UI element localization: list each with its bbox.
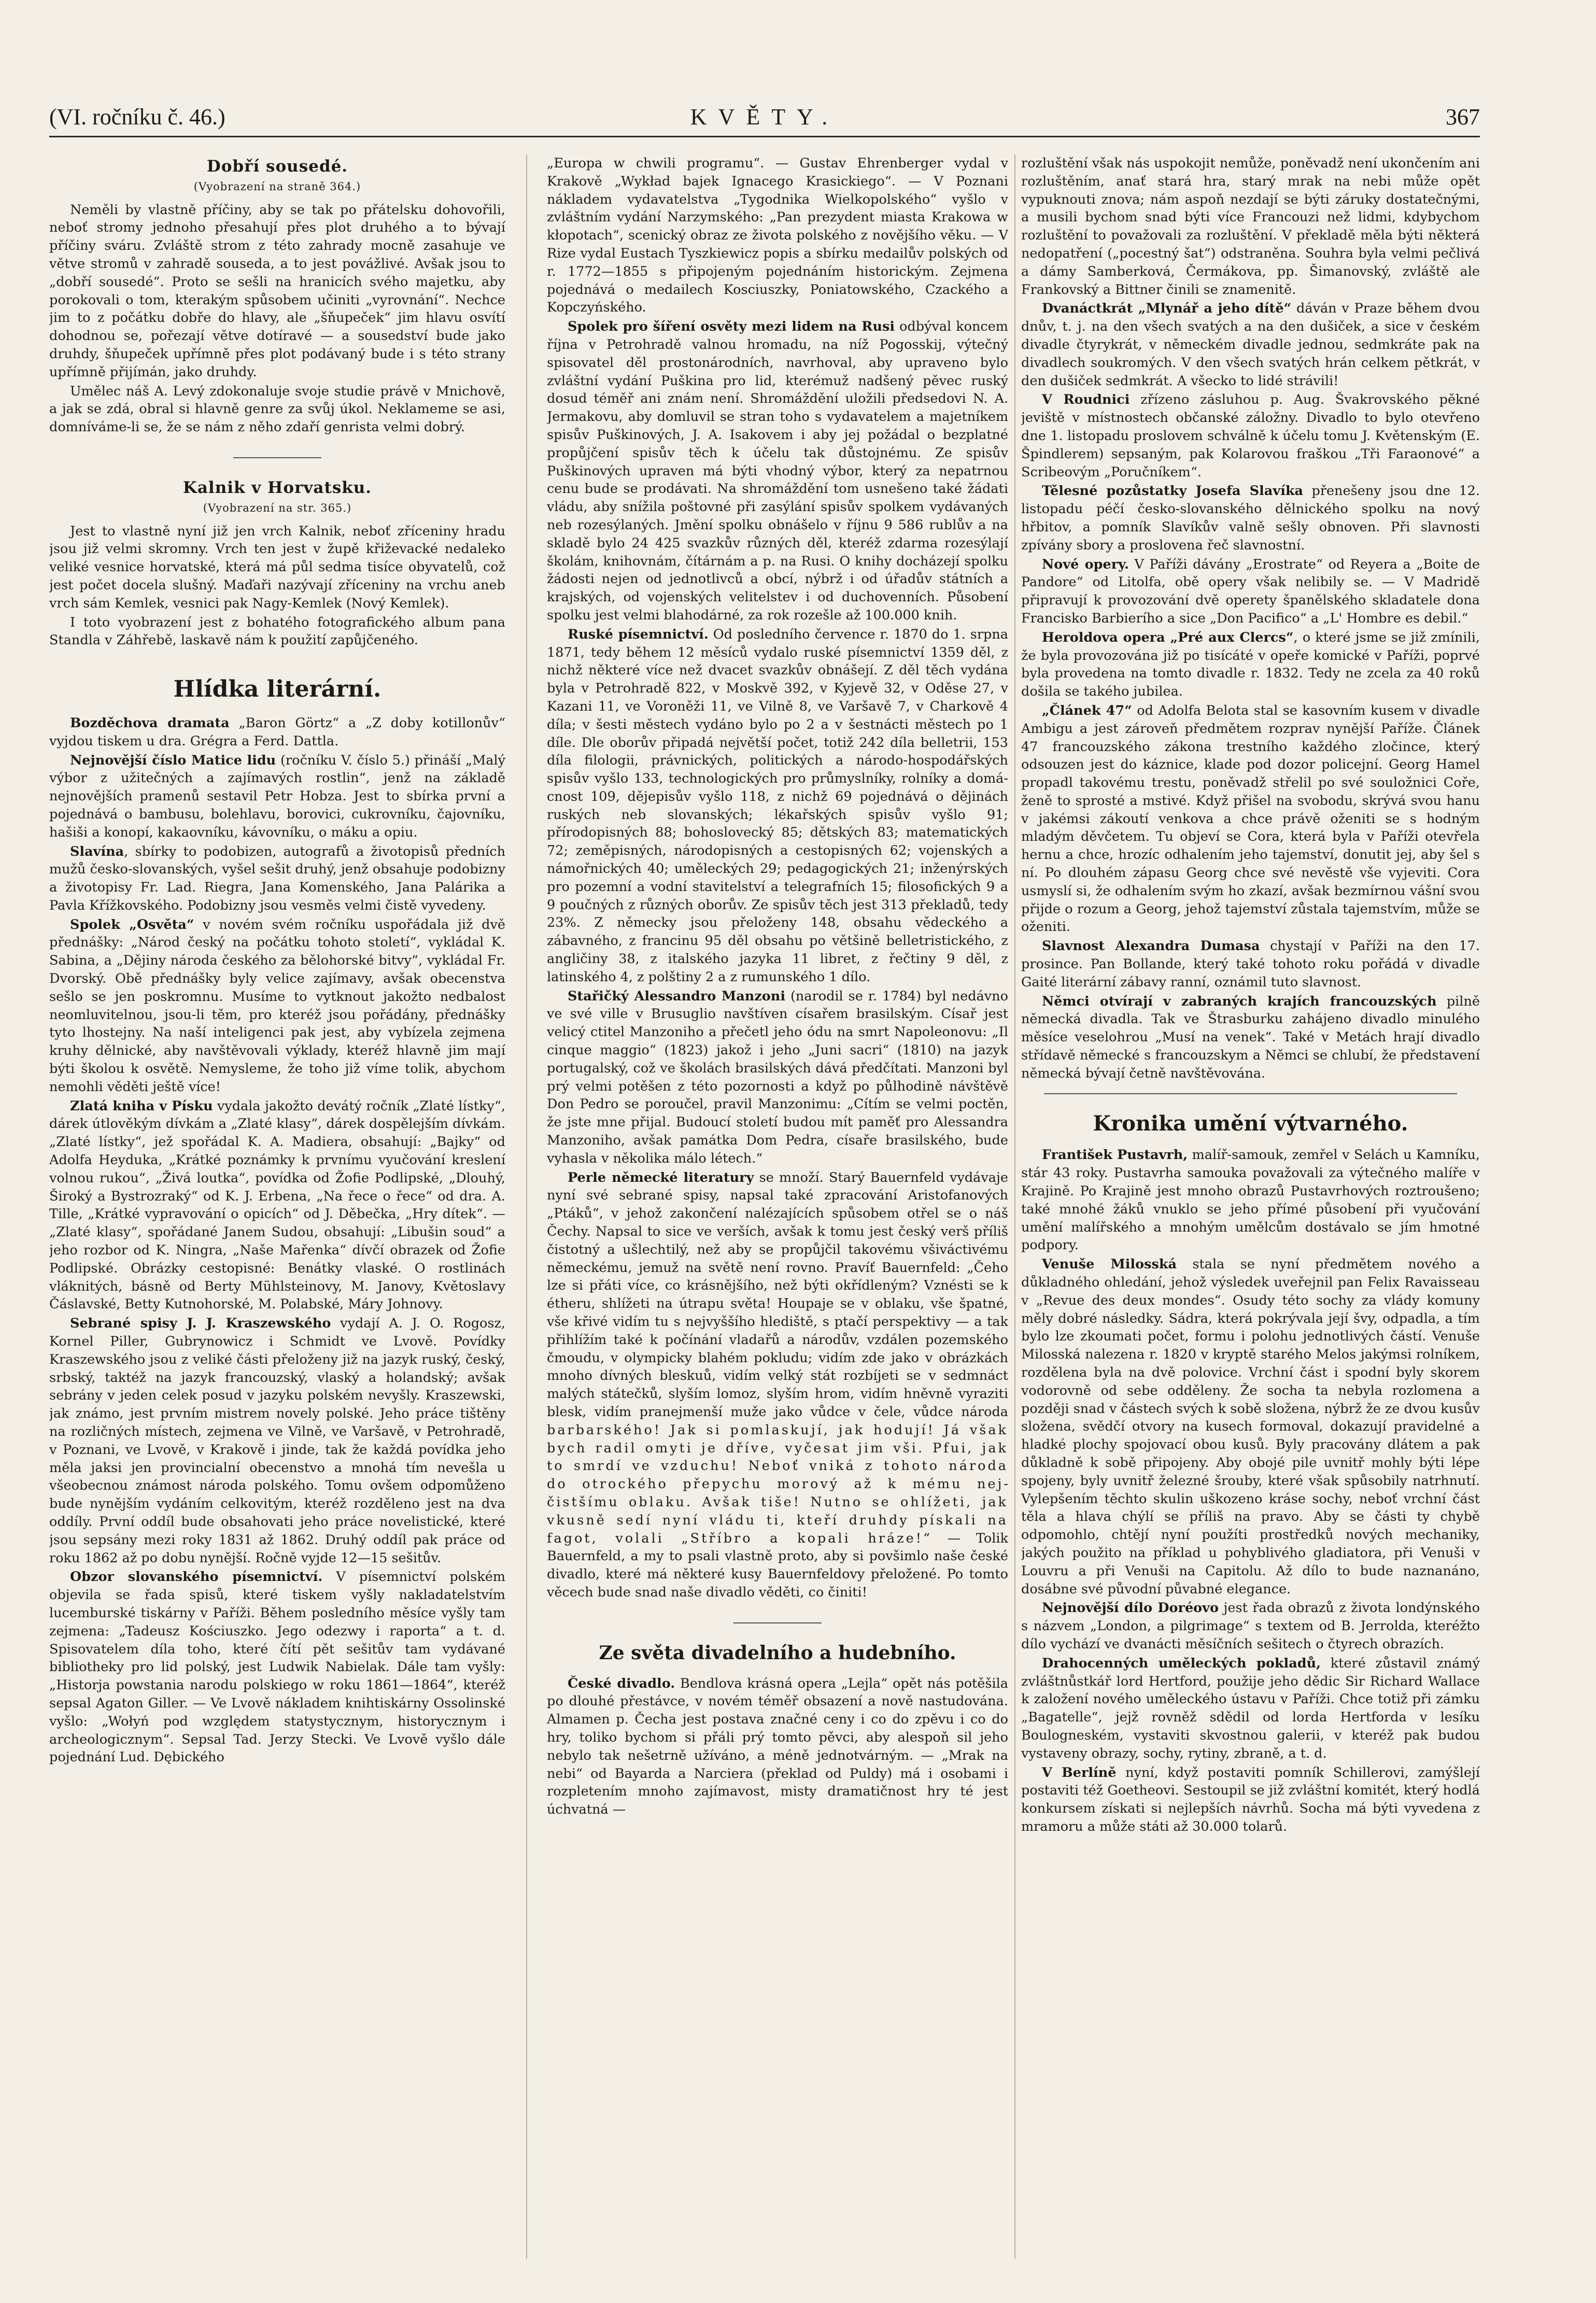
news-item: V Roudnici zřízeno zásluhou p. Aug. Švakrovského pěkné jeviště v místnostech občanské záložny. Divadlo to bylo otevřeno dne 1. listopadu proslovem schválně k účelu tomu J. Květenským (E. Špindlerem) sepsaným, pak Kolarovou fraškou „Tři Faraonové“ a Scribeovým „Poručníkem“.: [1021, 392, 1480, 480]
news-item: „Článek 47“ od Adolfa Belota stal se kasovním kusem v divadle Ambigu a jest zároveň předmětem rozprav nynější Paříže. Článek 47 francouzského zákona trestního každého zločince, který odsouzen jest do káznice, klade pod dozor policejní. Georg Hamel propadl takovému trestu, poněvadž střelil po své souložnici Coře, ženě to sprosté a mstivé. Když přišel na svobodu, skrývá svou hanu v jakémsi zákoutí venkova a chce právě oženiti se s hodným mladým děvčetem. Tu objeví se Cora, která byla v Paříži otevřela hernu a chce, hrozíc odhalením jeho tajemství, donutit jej, aby šel s ní. Po dlouhém zápasu Georg chce své nevěstě vše vyjeviti. Cora usmyslí si, že odhalením svým ho zkazí, avšak bezmírnou vášní svou přijde o rozum a Georg, jehož tajemství zůstala tajemstvím, může se oženiti.: [1021, 702, 1480, 935]
paragraph: rozluštění však nás uspokojit nemůže, poněvadž není ukončením ani rozluštěním, anať stará hra, starý mrak na nebi může opět vypuknouti znova; nám aspoň nezdají se býti záruky dostatečnými, a musili bychom snad býti více Francouzi než lidmi, kdybychom rozluštění to považovali za rozluštění. V překladě měla býti některá nedopatření („pocestný šat“) odstraněna. Souhra byla velmi pečlivá a dámy Samberková, Čermákova, pp. Šimanovský, zvláště ale Frankovský a Bittner činili se znamenitě.: [1021, 156, 1480, 298]
column-3: [1021, 154, 1480, 2285]
article-title: Kalnik v Horvatsku.: [182, 478, 372, 497]
news-item: František Pustavrh, malíř-samouk, zemřel v Selách u Kamníku, stár 43 roky. Pustavrha samouka považovali za výtečného malíře v Krajině. Po Krajině jest mnoho obrazů Pustavrhových roztroušeno; také mnohé žáků vnuklo se jeho přímé působení při vyučování umění malířského a mnohým umělcům dostávalo se jím hmotné podpory.: [1021, 1147, 1480, 1253]
news-item: Dvanáctkrát „Mlynář a jeho dítě“ dáván v Praze během dvou dnův, t. j. na den všech svatých a na den dušiček, a sice v českém divadle čtyrykrát, v německém divadle jednou, sedmkráte pak na divadlech soukromých. V den všech svatých hrán celkem pětkrát, v den dušiček sedmkrát. A všecko to lidé strávili!: [1021, 301, 1480, 389]
article-subtitle: (Vyobrazení na str. 365.): [203, 501, 352, 514]
separator: [233, 457, 321, 458]
paragraph: „Europa w chwili programu“. — Gustav Ehrenberger vydal v Krakově „Wykład bajek Ignacego Krasickiego“. — V Poznani nákladem vydavatelstva „Tygodnika Wielkopolského“ vyšlo v zvláštním vydání Narzymského: „Pan prezydent miasta Krakowa w kłopotach“, scenický obraz ze života polského z novějšího věku. — V Rize vydal Eustach Tyszkiewicz popis a sbírku medailův polských od r. 1772—1855 s připojeným pojednáním historickým. Zejmena pojednává o medailech Kosciuszky, Poniatowského, Czackého a Kopczyńského.: [547, 156, 1008, 316]
column-rule: [526, 154, 527, 2259]
news-item: Drahocenných uměleckých pokladů, které zůstavil známý zvláštnůstkář lord Hertford, použije jeho dědic Sir Richard Wallace k založení nového uměleckého ústavu v Paříži. Chce totiž při zámku „Bagatelle“, jejž rovněž sdědil od lorda Hertforda v lesíku Boulogneském, vystaviti skvostnou galerii, v kteréž pak budou vystaveny obrazy, sochy, rytiny, zbraně, a t. d.: [1021, 1655, 1480, 1761]
news-item: Zlatá kniha v Písku vydala jakožto devátý ročník „Zlaté lístky“, dárek útlověkým dívkám a „Zlaté klasy“, dárek dospělejším dívkám. „Zlaté lístky“, jež spořádal K. A. Madiera, obsahují: „Bajky“ od Adolfa Heyduka, „Krátké poznámky k prvnímu vyučování kreslení volnou rukou“, „Živá loutka“, povídka od Žofie Podlipské, „Dlouhý, Široký a Bystrozraký“ od K. J. Erbena, „Na řece o řece“ od dra. A. Tille, „Krátké vypravování o opicích“ od J. Děbečka, „Hry dítek“. — „Zlaté klasy“, spořádané Janem Sudou, obsahují: „Libušin soud“ a jeho rozbor od K. Ningra, „Naše Mařenka“ dívčí obrazek od Žofie Podlipské. Obrázky cestopisné: Benátky vlaské. O rostlinách vláknitých, básně od Berty Mühlsteinovy, M. Janovy, Květoslavy Čáslavské, Betty Kutnohorské, M. Polabské, Máry Johnovy.: [49, 1098, 505, 1312]
news-item: V Berlíně nyní, když postaviti pomník Schillerovi, zamýšlejí postaviti též Goetheovi. Sestoupil se již zvláštní komitét, který hodlá konkursem získati si nejlepších návrhů. Socha má býti vyvedena z mramoru a může státi až 30.000 tolarů.: [1021, 1764, 1480, 1834]
news-item: Obzor slovanského písemnictví. V písemnictví polském objevila se řada spisů, které tiskem vyšly nakladatelstvím lucemburské tiskárny v Paříži. Během posledního měsíce vyšly tam zejmena: „Tadeusz Kościuszko. Jego odezwy i raporta“ a t. d. Spisovatelem díla toho, které čítí pět sešitův tam vydávané bibliotheky pro lid polský, jest Ludwik Nabielak. Dále tam vyšly: „Historja powstania narodu polskiego w roku 1861—1864“, kteréž sepsal Agaton Giller. — Ve Lvově nákladem knihtiskárny Ossolinské vyšlo: „Wołyń pod względem statystycznym, historycznym i archeologicznym“. Sepsal Tad. Jerzy Stecki. Ve Lvově vyšlo dále pojednání Lud. Dębického: [49, 1569, 505, 1765]
news-item: Heroldova opera „Pré aux Clercs“, o které jsme se již zmínili, že byla provozována již po tisícáté v opeře komické v Paříži, poprvé byla provedena na tomto divadle r. 1832. Tedy ne zcela za 40 roků došila se takého jubilea.: [1021, 629, 1480, 700]
running-head: [49, 100, 1480, 137]
column-1: [49, 154, 505, 2285]
news-item: Perle německé literatury se množí. Starý Bauernfeld vydávaje nyní své sebrané spisy, napsal také zpracování Aristofanových „Ptáků“, v jehož zakončení nalézajících spůsobem otřel se o náš Čechy. Napsal to sice ve verších, avšak k tomu jest český verš příliš čistotný a ušlechtilý, než aby se propůjčil takovému všiváctivému německému, jemuž na světě není rovno. Pravíť Bauernfeld: „Čeho lze si přáti více, co krásnějšího, než býti okřídleným? Vznésti se k étheru, shlížeti na útrapu světa! Houpaje se v oblaku, vše špatné, vše křivé vidím tu s nejvyššího hlediště, s ptačí perspektivy — a tak přihlížím také k počínání vladařů a národův, vzdálen pozemského čmoudu, v olympicky blahém pokludu; vidím zde jako v obrázkách mnoho dívných bleskuů, vidím velký stát rozbíjeti se v sedmnáct malých státečků, slyším lomoz, slyším hrom, vidím hněvně vyraziti blesk, vidím pranejmenší muže jako vůdce v čele, vůdce národa barbarského! Jak si pomlaskují, jak hodují! Já však bych radil omyti je dříve, vyčesat jim vši. Pfui, jak to smrdí ve vzduchu! Neboť vniká z tohoto národa do otrockého přepychu morový až k mému nejčistšímu oblaku. Avšak tiše! Nutno se ohlížeti, jak vkusně sedí nyní vládu ti, kteří druhdy pískali na fagot, volali „Stříbro a kopali hráze!“ — Tolik Bauernfeld, a my to psali vlastně proto, aby si povšimlo naše české divadlo, které má některé kusy Bauernfeldovy přeložené. Po tomto věcech bude snad naše divadlo věděti, co činiti!: [547, 1169, 1008, 1600]
journal-title: KVĚTY.: [690, 104, 839, 130]
news-item: Bozděchova dramata „Baron Görtz“ a „Z doby kotillonův“ vyjdou tiskem u dra. Grégra a Ferd. Dattla.: [49, 715, 505, 749]
news-item: Tělesné pozůstatky Josefa Slavíka přenešeny jsou dne 12. listopadu péčí česko-slovanského dělnického spolku na nový hřbitov, a pomník Slavíkův valně sešly obnoven. Při slavnosti zpívány sbory a proslovena řeč slavnostní.: [1021, 483, 1480, 553]
news-item: Sebrané spisy J. J. Kraszewského vydají A. J. O. Rogosz, Kornel Piller, Gubrynowicz i Schmidt ve Lvově. Povídky Kraszewského jsou z veliké části přeloženy již na jazyk ruský, český, srbský, taktéž na jazyk francouzský, vlaský a holandský; avšak sebrány v jeden celek posud v jazyku polském nevyšly. Kraszewski, jak známo, jest prvním mistrem novely polské. Jeho práce tištěny na rozličných místech, zejmena ve Vilně, ve Varšavě, v Petrohradě, v Poznani, ve Lvově, v Krakově i jinde, tak že každá povídka jeho měla jaksi jen provincialní obecenstvo a mnohá tím nevešla u všeobecnou známost národa polského. Tomu ovšem odpomůženo bude nynějším vydáním celkovitým, kteréž rozděleno jest na dva oddíly. První oddíl bude obsahovati jeho práce novelistické, které jsou sepsány mezi roky 1831 až 1862. Druhý oddíl pak práce od roku 1862 až po dobu nynější. Ročně vyjde 12—15 sešitův.: [49, 1316, 505, 1566]
news-item: Stařičký Alessandro Manzoni (narodil se r. 1784) byl nedávno ve své ville v Brusuglio navštíven císařem brasilským. Císař jest velicý ctitel Manzoniho a přečetl jeho ódu na smrt Napoleonovu: „Il cinque maggio“ (1823) jakož i jeho „Juni sacri“ (1810) na jazyk portugalský, což ve školách brasilských dává předčítati. Manzoni byl prý velmi potěšen z této pozornosti a když po půlhodině návštěvě Don Pedro se poroučel, pravil Manzonimu: „Cítím se velmi poctěn, že jste mne přijal. Budoucí století budou mít paměť pro Alessandra Manzoniho, avšak památka Dom Pedra, císaře brasilského, bude vyhasla v několika málo létech.“: [547, 988, 1008, 1166]
news-item: České divadlo. Bendlova krásná opera „Lejla“ opět nás potěšila po dlouhé přestávce, v novém téměř obsazení a nově nastudována. Almamen p. Čecha jest postava značné ceny i co do zpěvu i co do hry, toliko bychom si přáli prý tomto pěvci, aby alespoň sil jeho nebylo tak nešetrně užíváno, a méně jednotvárným. — „Mrak na nebi“ od Bayarda a Narciera (překlad od Puldy) má i osobami i rozpletením mnoho zajímavost, misty dramatičnost hry té jest úchvatná —: [547, 1675, 1008, 1818]
column-2: [547, 154, 1008, 2285]
news-item: Ruské písemnictví. Od posledního července r. 1870 do 1. srpna 1871, tedy během 12 měsíců vydalo ruské písemnictví 1359 děl, z nichž některé více než dvacet svazkův obnášejí. Z děl těch vydána byla v Petrohradě 822, v Moskvě 392, v Kyjevě 32, v Oděse 27, v Kazani 11, ve Voroněži 11, ve Vilně 8, ve Varšavě 7, v Charkově 4 díla; v šesti městech vydáno bylo po 2 a v šestnácti městech po 1 díle. Dle oborův připadá největší počet, totiž 242 díla belletrii, 153 díla filologii, právnických, politických a národo-hospodářských spisův vyšlo 133, technologických pro průmyslníky, rolníky a domácnost 109, dějepisův vyšlo 118, z nichž 69 pojednává o dějinách ruských neb slovanských; lékařských spisův vyšlo 91; přírodopisných 88; bohoslovecký 85; dětských 83; matematických 72; zeměpisných, národopisných a cestopisných 62; vojenských a námořnických 40; uměleckých 29; pedagogických 21; inženýrských pro pozemní a vodní stavitelství a telegrafních 15; filosofických 9 a 9 poučných z různých oborův. Ze spisův těch jest 313 překladů, tedy 23%. Z německy jsou přeloženy 148, obsahu vědeckého a zábavného, z francinu 95 děl obsahu po většině belletristického, z angličiny 38, z italského jazyka 11 libret, z řečtiny 9 děl, z latinského 4, z polštiny 2 a z rumunského 1 dílo.: [547, 626, 1008, 985]
column-rule: [1014, 154, 1015, 2259]
news-item: Spolek „Osvěta“ v novém svém ročníku uspořádala již dvě přednášky: „Národ český na počátku tohoto století“, vykládal K. Sabina, a „Dějiny národa českého za bělohorské bitvy“, vykládal Fr. Dvorský. Obě přednášky byly velice zajímavy, avšak obecenstva sešlo se jen poskromnu. Musíme to vytknout jakožto nedbalost neomluvitelnou, jsou-li těm, pro kteréž jsou pořádány, přednášky tyto lhostejny. Na naší inteligenci pak jest, aby vybízela zejmena kruhy dělnické, aby navštěvovali výklady, kteréž hlavně jim mají býti školou k osvětě. Nemysleme, že toho již víme tolik, abychom nemohli věděti ještě více!: [49, 916, 505, 1095]
paragraph: Umělec náš A. Levý zdokonaluje svoje studie právě v Mnichově, a jak se zdá, obral si hlavně genre za svůj úkol. Neklameme se asi, domníváme-li se, že se nám z něho zdaří genrista velmi dobrý.: [49, 383, 505, 435]
news-item: Nejnovější dílo Doréovo jest řada obrazů z života londýnského s názvem „London, a pilgrimage“ s textem od B. Jerrolda, kteréžto dílo vychází ve dvanácti měsíčních sešitech o čtyrech obrazích.: [1021, 1600, 1480, 1652]
paragraph: Jest to vlastně nyní již jen vrch Kalnik, neboť zříceniny hradu jsou již velmi skromny. Vrch ten jest v župě křiževacké nedaleko veliké vesnice horvatské, která má půl sedma tisíce obyvatelů, což jest počet docela slušný. Maďaři nazývají zříceniny na vrchu aneb vrch sám Kemlek, vesnici pak Nagy-Kemlek (Nový Kemlek).: [49, 523, 505, 611]
news-item: Nejnovější číslo Matice lidu (ročníku V. číslo 5.) přináší „Malý výbor z užitečných a zajímavých rostlin“, jenž na základě nejnovějších pramenů sestavil Petr Hobza. Jest to sbírka první a pojednává o bambusu, bolehlavu, borovici, cukrovníku, čajovníku, hašiši a konopí, kakaovníku, kávovníku, o máku a opiu.: [49, 752, 505, 840]
issue-label: (VI. ročníku č. 46.): [49, 104, 225, 130]
news-item: Slavína, sbírky to podobizen, autografů a životopisů předních mužů česko-slovanských, vyšel sešit druhý, jenž obsahuje podobizny a životopisy Fr. Lad. Riegra, Jana Komenského, Jana Palárika a Pavla Křížkovského. Podobizny jsou vesměs velmi čistě vyvedeny.: [49, 843, 505, 913]
separator: [733, 1622, 822, 1623]
separator: [1044, 1093, 1457, 1094]
news-item: Spolek pro šíření osvěty mezi lidem na Rusi odbýval koncem října v Petrohradě valnou hromadu, na níž Pogosskij, výtečný spisovatel děl prostonárodních, navrhoval, aby upraveno bylo zvláštní vydání Puškina pro lid, kterémuž nadšený pěvec ruský dosud téměř ani znám není. Shromáždění uložili předsedovi N. A. Jermakovu, aby domluvil se stran toho s vydavatelem a majetníkem spisův Puškinových, J. A. Isakovem i aby jej požádal o bezplatné propůjčení spisův těch k účelu tak důstojnému. Ze spisův Puškinových upraven má býti vhodný výbor, který za nepatrnou cenu bude se prodávati. Na shromáždění tom usnešeno také žádati vládu, aby snížila poštovné při zasýlání spisův spolkem vydávaných neb rozesýlaných. Jmění spolku obnášelo v říjnu 9 586 rublův a na skladě bylo 24 425 svazkův různých děl, kteréž zdarma rozesýlají školám, knihovnám, čítárnám a p. na Rusi. O knihy docházejí spolku žádosti nejen od jednotlivců a obcí, nýbrž i od úřadův státních a krajských, od vojenských velitelstev i od duchovenních. Působení spolku jest velmi blahodárné, za rok rozešle až 100.000 knih.: [547, 319, 1008, 623]
paragraph: Neměli by vlastně příčiny, aby se tak po přátelsku dohovořili, neboť stromy jednoho přesahují přes plot druhého a to bývají příčiny sváru. Zvláště strom z této zahrady mocně zasahuje ve větve stromů v zahradě souseda, a to jest povážlivé. Avšak jsou to „dobří sousedé“. Proto se sešli na hranicích svého majetku, aby porokovali o tom, kterakým spůsobem učiniti „vyrovnání“. Nechce jim to z počátku dobře do hlavy, ale „šňupeček“ jim hlavu osvítí dohodnou se, pořezají větve dotíravé — a sousedství bude jako druhdy, šňupeček upřímně přes plot podávaný bude i s této strany upřímně přijímán, jako druhdy.: [49, 202, 505, 380]
article-title: Dobří sousedé.: [206, 157, 348, 176]
paragraph: I toto vyobrazení jest z bohatého fotografického album pana Standla v Záhřebě, laskavě nám k použití zapůjčeného.: [49, 614, 505, 648]
page-number: 367: [1446, 104, 1480, 130]
news-item: Němci otvírají v zabraných krajích francouzských pilně německá divadla. Tak ve Štrasburku zahájeno divadlo minulého měsíce veselohrou „Musí na venek“. Také v Metách hrají divadlo střídavě německé s francouzskym a Němci se chlubí, že představení německá bývají četně navštěvována.: [1021, 993, 1480, 1081]
news-item: Venuše Milosská stala se nyní předmětem nového a důkladného ohledání, jehož výsledek uveřejnil pan Felix Ravaisseau v „Revue des deux mondes“. Osudy této sochy za vlády komuny měly dobré následky. Sádra, která pokrývala její švy, odpadla, a tím bylo lze zkoumati počet, formu i polohu jednotlivých částí. Venuše Milosská nalezena r. 1820 v kryptě starého Melos jakýmsi rolníkem, rozdělena byla na dvě polovice. Vrchní část i spodní byly skorem vodorovně od sebe odděleny. Že socha ta nebyla rozlomena a později snad v částech svých k sobě složena, nýbrž že ze dvou kusův složena, svědčí otvory na kusech formoval, dokazují pravidelné a hladké plochy spojovací obou kusů. Byly pracovány dlátem a pak důkladně k sobě připojeny. Aby obojé pile uvnitř mohly býti lépe spojeny, byly uvnitř železné šrouby, které však spůsobily natrhnutí. Vylepšením těchto skulin uškozeno kráse sochy, neboť vrchní část těla a hlava chýlí se příliš na pravo. Aby se části ty chybě odpomohlo, chtějí nyní použíti prostředků nových mechaniky, jakých použito na příklad u pohyblivého gladiatora, při Venuši v Louvru a při Venuši na Capitolu. Až dílo to bude naznanáno, dosábne své původní půvabné elegance.: [1021, 1256, 1480, 1597]
section-heading: Kronika umění výtvarného.: [1093, 1111, 1408, 1136]
news-item: Nové opery. V Paříži dávány „Erostrate“ od Reyera a „Boite de Pandore“ od Litolfa, obě opery však nelibily se. — V Madridě připravují k provozování dvě operety španělského skladatele dona Francisko Barbierího a sice „Don Pacifico“ a „L' Hombre es debil.“: [1021, 556, 1480, 626]
article-subtitle: (Vyobrazení na straně 364.): [193, 180, 361, 193]
section-heading: Ze světa divadelního a hudebního.: [599, 1642, 956, 1664]
section-heading: Hlídka literární.: [173, 676, 382, 703]
news-item: Slavnost Alexandra Dumasa chystají v Paříži na den 17. prosince. Pan Bollande, který také tohoto roku pořádá v divadle Gaité literární zábavy ranní, oznámil tuto slavnost.: [1021, 938, 1480, 990]
